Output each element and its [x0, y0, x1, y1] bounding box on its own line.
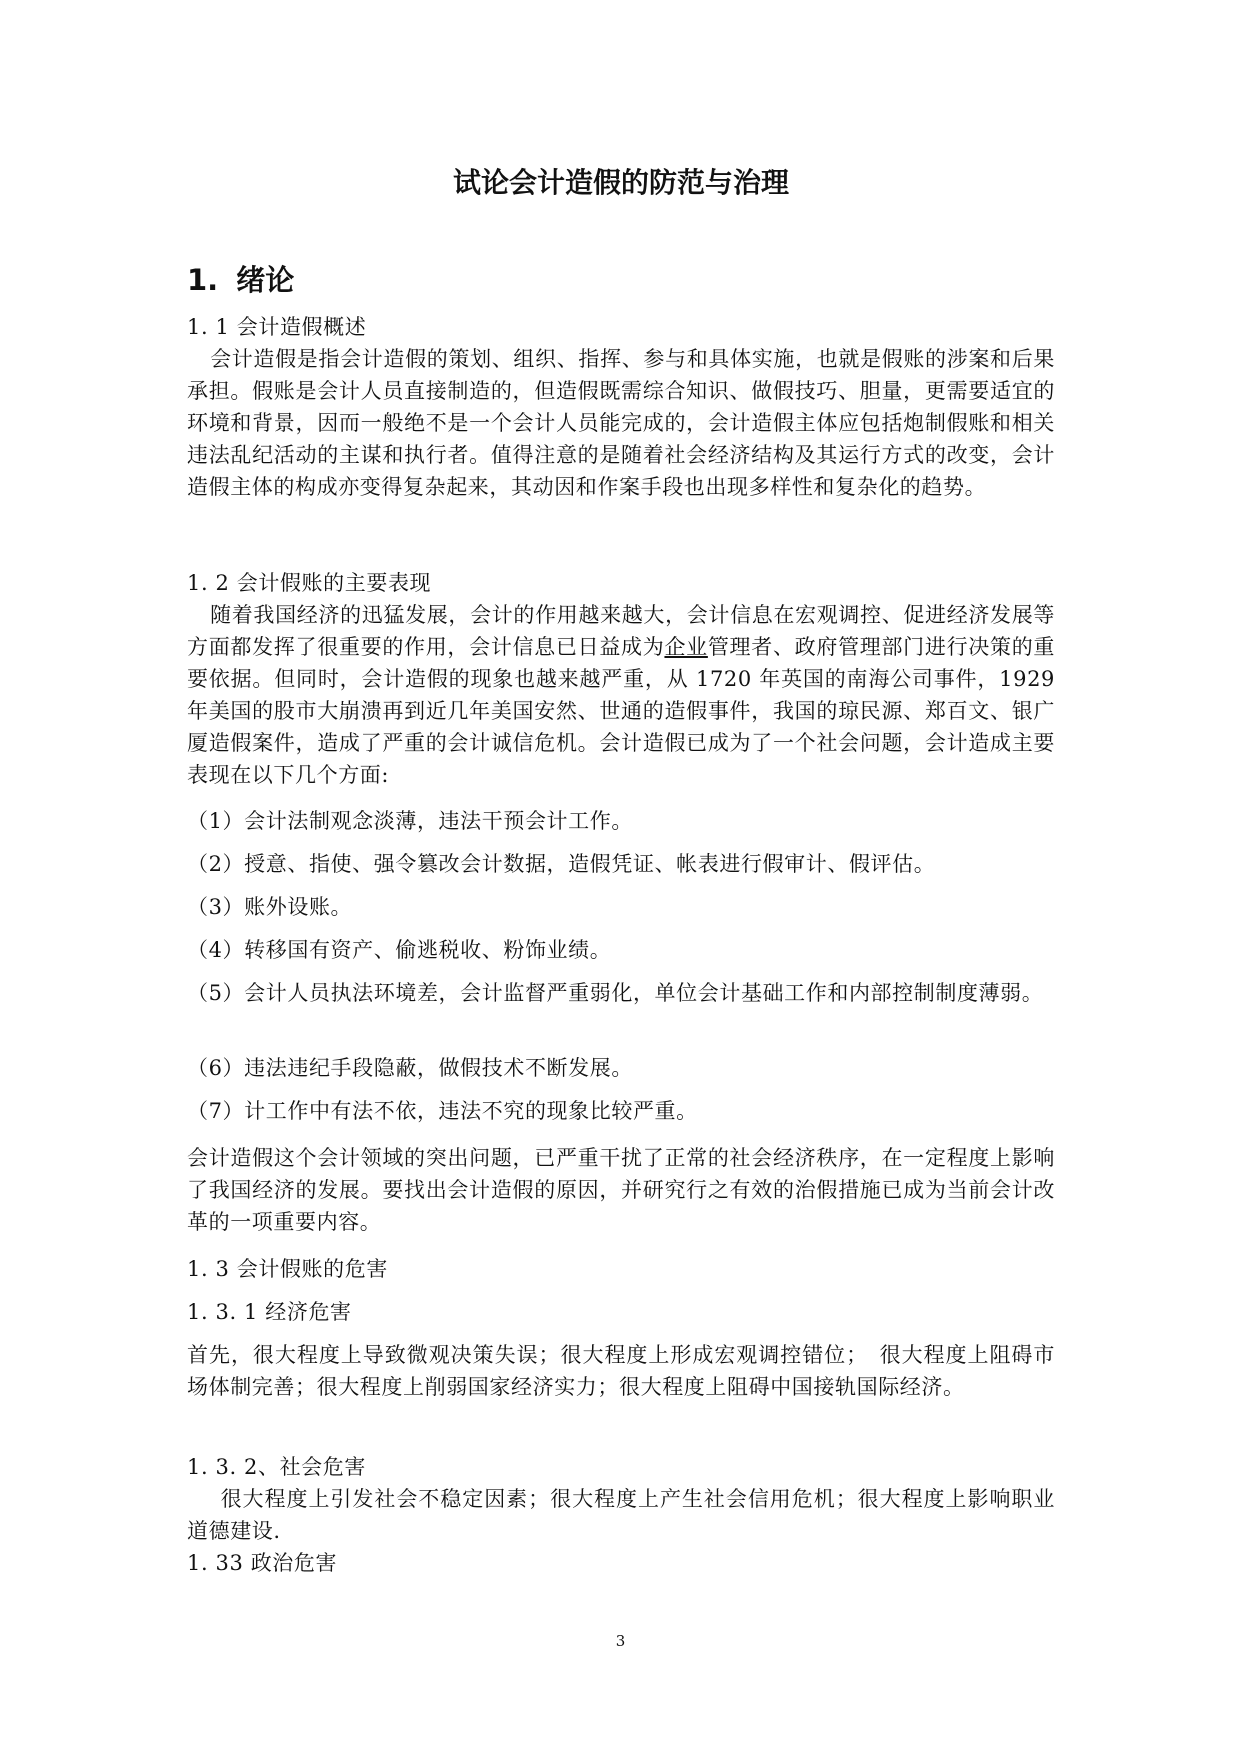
section-heading-1-3: 1. 3 会计假账的危害	[187, 1257, 388, 1281]
paragraph-1-2	[187, 599, 1055, 791]
section-heading-1-3-3: 1. 33 政治危害	[187, 1551, 338, 1575]
list-item-3: （3）账外设账。	[187, 895, 353, 919]
paragraph-1-3-1: 首先，很大程度上导致微观决策失误；很大程度上形成宏观调控错位； 很大程度上阻碍市场体制完善；很大程度上削弱国家经济实力；很大程度上阻碍中国接轨国际经济。	[187, 1343, 1055, 1399]
conclusion-paragraph: 会计造假这个会计领域的突出问题，已严重干扰了正常的社会经济秩序，在一定程度上影响了我国经济的发展。要找出会计造假的原因，并研究行之有效的治假措施已成为当前会计改革的一项重要内容。	[187, 1146, 1055, 1234]
chapter-heading	[187, 262, 294, 298]
document-title: 试论会计造假的防范与治理	[452, 166, 789, 199]
chapter-number: 1.	[187, 263, 219, 297]
section-heading-1-2: 1. 2 会计假账的主要表现	[187, 571, 432, 595]
enterprise-link[interactable]: 企业	[664, 635, 708, 659]
list-item-2: （2）授意、指使、强令篡改会计数据，造假凭证、帐表进行假审计、假评估。	[187, 852, 936, 876]
paragraph-1-2-part-a: 随着我国经济的迅猛发展，会计的作用越来越大，会计信息在宏观调控、促进经济发展等方面都发挥了很重要的作用，会计信息已日益成为	[187, 603, 1055, 659]
chapter-title: 绪论	[236, 263, 295, 297]
paragraph-1-3-2: 很大程度上引发社会不稳定因素；很大程度上产生社会信用危机；很大程度上影响职业道德建设.	[187, 1487, 1055, 1543]
list-item-4: （4）转移国有资产、偷逃税收、粉饰业绩。	[187, 938, 612, 962]
section-heading-1-3-1: 1. 3. 1 经济危害	[187, 1300, 352, 1324]
list-item-6: （6）违法违纪手段隐蔽，做假技术不断发展。	[187, 1056, 633, 1080]
list-item-5: （5）会计人员执法环境差，会计监督严重弱化，单位会计基础工作和内部控制制度薄弱。	[187, 981, 1044, 1005]
page-number: 3	[615, 1632, 626, 1650]
section-heading-1-1: 1. 1 会计造假概述	[187, 315, 367, 339]
paragraph-1-1: 会计造假是指会计造假的策划、组织、指挥、参与和具体实施，也就是假账的涉案和后果承担。假账是会计人员直接制造的，但造假既需综合知识、做假技巧、胆量，更需要适宜的环境和背景，因而一般绝不是一个会计人员能完成的，会计造假主体应包括炮制假账和相关违法乱纪活动的主谋和执行者。值得注意的是随着社会经济结构及其运行方式的改变，会计造假主体的构成亦变得复杂起来，其动因和作案手段也出现多样性和复杂化的趋势。	[187, 347, 1055, 499]
paragraph-1-2-part-b: 管理者、政府管理部门进行决策的重要依据。但同时，会计造假的现象也越来越严重，从 1720 年英国的南海公司事件，1929 年美国的股市大崩溃再到近几年美国安然、世通的造假事件，我国的琼民源、郑百文、银广厦造假案件，造成了严重的会计诚信危机。会计造假已成为了一个社会问题，会计造成主要表现在以下几个方面:	[187, 635, 1055, 787]
list-item-1: （1）会计法制观念淡薄，违法干预会计工作。	[187, 809, 633, 833]
section-heading-1-3-2: 1. 3. 2、社会危害	[187, 1455, 366, 1479]
list-item-7: （7）计工作中有法不依，违法不究的现象比较严重。	[187, 1099, 698, 1123]
